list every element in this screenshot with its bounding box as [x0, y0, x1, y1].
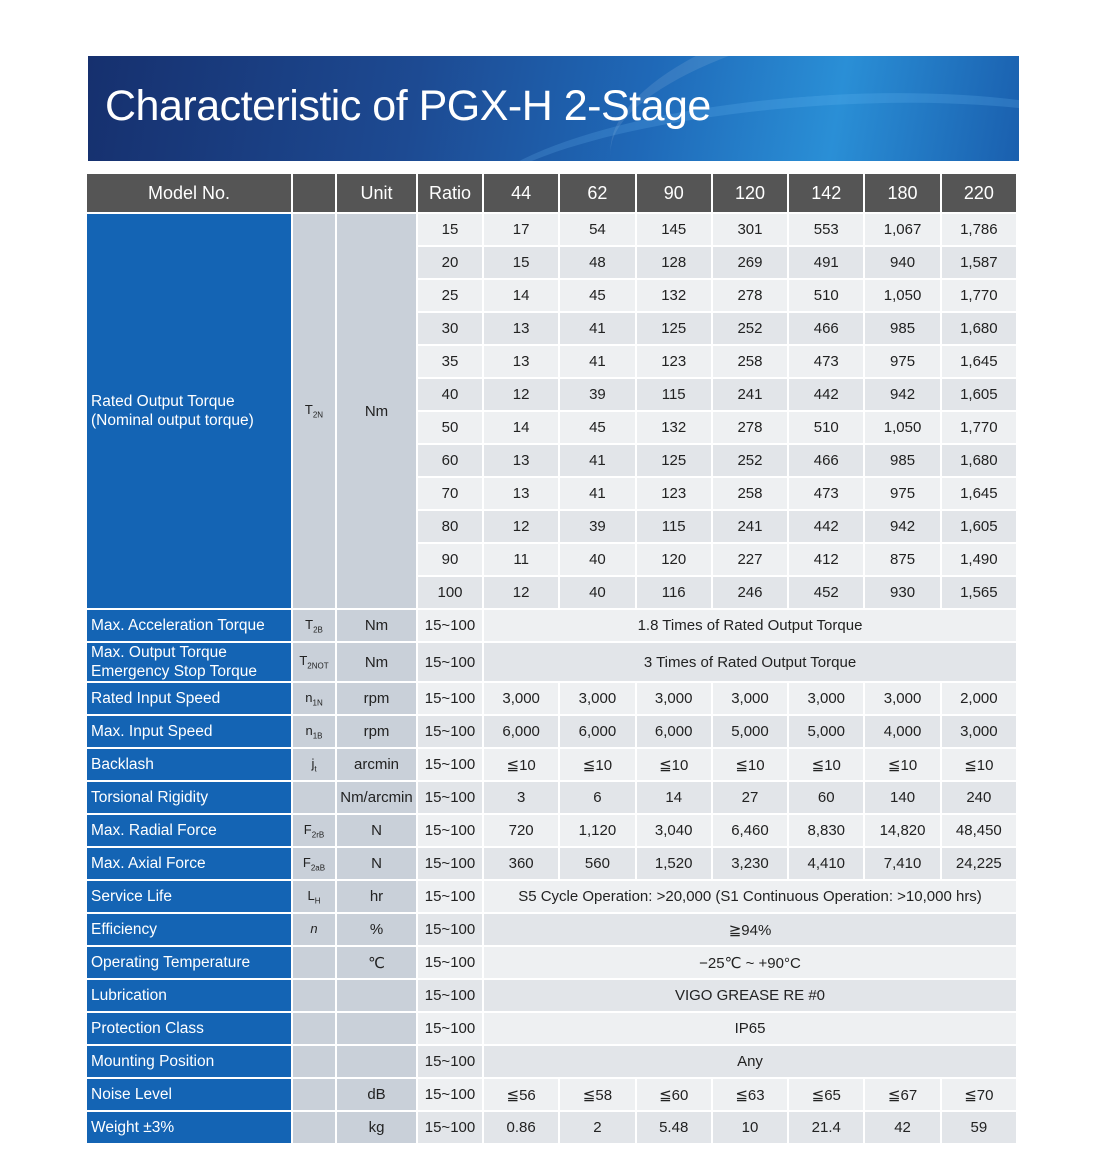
value-cell: 241 — [713, 379, 787, 410]
value-cell: 1,490 — [942, 544, 1016, 575]
span-value-cell: 3 Times of Rated Output Torque — [484, 643, 1016, 681]
value-cell: 985 — [865, 445, 939, 476]
value-cell: 510 — [789, 280, 863, 311]
value-cell: 875 — [865, 544, 939, 575]
value-cell: ≦70 — [942, 1079, 1016, 1110]
header-model-no: Model No. — [87, 174, 291, 212]
value-cell: 3 — [484, 782, 558, 813]
row-symbol — [293, 1079, 335, 1110]
value-cell: 132 — [637, 412, 711, 443]
value-cell: 13 — [484, 445, 558, 476]
span-value-cell: VIGO GREASE RE #0 — [484, 980, 1016, 1011]
value-cell: 132 — [637, 280, 711, 311]
value-cell: 258 — [713, 346, 787, 377]
table-row — [87, 782, 1016, 813]
value-cell: 1,565 — [942, 577, 1016, 608]
value-cell: 412 — [789, 544, 863, 575]
value-cell: 140 — [865, 782, 939, 813]
header-unit: Unit — [337, 174, 416, 212]
value-cell: 442 — [789, 511, 863, 542]
value-cell: 40 — [560, 577, 634, 608]
value-cell: 7,410 — [865, 848, 939, 879]
row-label: Backlash — [87, 749, 291, 780]
ratio-cell: 15~100 — [418, 683, 482, 714]
table-row — [87, 848, 1016, 879]
value-cell: 4,000 — [865, 716, 939, 747]
row-unit: Nm/arcmin — [337, 782, 416, 813]
row-label: Noise Level — [87, 1079, 291, 1110]
value-cell: 3,000 — [865, 683, 939, 714]
table-row — [87, 683, 1016, 714]
value-cell: 42 — [865, 1112, 939, 1143]
value-cell: 4,410 — [789, 848, 863, 879]
row-unit: Nm — [337, 643, 416, 681]
value-cell: 3,000 — [713, 683, 787, 714]
row-label: Max. Input Speed — [87, 716, 291, 747]
value-cell: 1,587 — [942, 247, 1016, 278]
value-cell: 442 — [789, 379, 863, 410]
value-cell: 473 — [789, 346, 863, 377]
row-unit: rpm — [337, 683, 416, 714]
ratio-cell: 15~100 — [418, 914, 482, 945]
value-cell: 5,000 — [713, 716, 787, 747]
value-cell: 269 — [713, 247, 787, 278]
ratio-cell: 15~100 — [418, 610, 482, 641]
row-unit — [337, 980, 416, 1011]
value-cell: 54 — [560, 214, 634, 245]
ratio-cell: 15~100 — [418, 749, 482, 780]
table-row — [87, 1013, 1016, 1044]
span-value-cell: ≧94% — [484, 914, 1016, 945]
row-label-rated-output-torque — [87, 214, 291, 608]
value-cell: 491 — [789, 247, 863, 278]
value-cell: 13 — [484, 478, 558, 509]
row-unit: kg — [337, 1112, 416, 1143]
value-cell: 125 — [637, 313, 711, 344]
row-label: Max. Acceleration Torque — [87, 610, 291, 641]
value-cell: 6 — [560, 782, 634, 813]
spec-table — [85, 172, 1018, 1145]
span-value-cell: S5 Cycle Operation: >20,000 (S1 Continuous Operation: >10,000 hrs) — [484, 881, 1016, 912]
value-cell: 145 — [637, 214, 711, 245]
value-cell: 466 — [789, 313, 863, 344]
value-cell: 3,000 — [637, 683, 711, 714]
value-cell: ≦58 — [560, 1079, 634, 1110]
value-cell: 252 — [713, 313, 787, 344]
table-row — [87, 214, 1016, 245]
value-cell: ≦10 — [713, 749, 787, 780]
row-label: Lubrication — [87, 980, 291, 1011]
table-row — [87, 1079, 1016, 1110]
row-label: Weight ±3% — [87, 1112, 291, 1143]
table-row — [87, 643, 1016, 681]
value-cell: 3,000 — [942, 716, 1016, 747]
ratio-cell: 15~100 — [418, 643, 482, 681]
value-cell: 930 — [865, 577, 939, 608]
row-unit — [337, 1046, 416, 1077]
row-unit: N — [337, 848, 416, 879]
value-cell: 6,000 — [484, 716, 558, 747]
value-cell: 975 — [865, 346, 939, 377]
value-cell: 14 — [637, 782, 711, 813]
value-cell: 1,645 — [942, 478, 1016, 509]
header-symbol — [293, 174, 335, 212]
ratio-cell: 40 — [418, 379, 482, 410]
value-cell: 115 — [637, 511, 711, 542]
value-cell: 3,000 — [484, 683, 558, 714]
value-cell: 0.86 — [484, 1112, 558, 1143]
ratio-cell: 15~100 — [418, 1046, 482, 1077]
ratio-cell: 60 — [418, 445, 482, 476]
value-cell: ≦67 — [865, 1079, 939, 1110]
value-cell: 123 — [637, 478, 711, 509]
row-symbol — [293, 980, 335, 1011]
value-cell: 12 — [484, 379, 558, 410]
span-value-cell: 1.8 Times of Rated Output Torque — [484, 610, 1016, 641]
ratio-cell: 100 — [418, 577, 482, 608]
table-row — [87, 749, 1016, 780]
value-cell: 41 — [560, 478, 634, 509]
value-cell: 5,000 — [789, 716, 863, 747]
ratio-cell: 15~100 — [418, 881, 482, 912]
value-cell: 1,770 — [942, 412, 1016, 443]
value-cell: 6,460 — [713, 815, 787, 846]
table-row — [87, 914, 1016, 945]
row-label: Protection Class — [87, 1013, 291, 1044]
value-cell: 6,000 — [637, 716, 711, 747]
value-cell: 120 — [637, 544, 711, 575]
row-symbol — [293, 947, 335, 978]
ratio-cell: 25 — [418, 280, 482, 311]
value-cell: 241 — [713, 511, 787, 542]
ratio-cell: 15 — [418, 214, 482, 245]
row-unit — [337, 1013, 416, 1044]
value-cell: 24,225 — [942, 848, 1016, 879]
value-cell: 1,605 — [942, 379, 1016, 410]
value-cell: 10 — [713, 1112, 787, 1143]
span-value-cell: Any — [484, 1046, 1016, 1077]
value-cell: 13 — [484, 313, 558, 344]
value-cell: 940 — [865, 247, 939, 278]
value-cell: 942 — [865, 379, 939, 410]
span-value-cell: IP65 — [484, 1013, 1016, 1044]
title-banner — [88, 56, 1019, 161]
ratio-cell: 15~100 — [418, 815, 482, 846]
table-row — [87, 980, 1016, 1011]
value-cell: 240 — [942, 782, 1016, 813]
value-cell: 27 — [713, 782, 787, 813]
value-cell: ≦10 — [942, 749, 1016, 780]
ratio-cell: 35 — [418, 346, 482, 377]
value-cell: 1,520 — [637, 848, 711, 879]
header-model: 90 — [637, 174, 711, 212]
value-cell: 301 — [713, 214, 787, 245]
value-cell: 17 — [484, 214, 558, 245]
value-cell: 123 — [637, 346, 711, 377]
row-symbol: $F_{2rB}$ — [293, 815, 335, 846]
value-cell: 14,820 — [865, 815, 939, 846]
value-cell: 21.4 — [789, 1112, 863, 1143]
value-cell: 45 — [560, 280, 634, 311]
row-symbol — [293, 1112, 335, 1143]
value-cell: ≦10 — [560, 749, 634, 780]
value-cell: 975 — [865, 478, 939, 509]
ratio-cell: 15~100 — [418, 1013, 482, 1044]
value-cell: 14 — [484, 280, 558, 311]
row-label: Torsional Rigidity — [87, 782, 291, 813]
row-symbol: $j_t$ — [293, 749, 335, 780]
value-cell: 1,680 — [942, 313, 1016, 344]
value-cell: 48 — [560, 247, 634, 278]
value-cell: 258 — [713, 478, 787, 509]
row-unit: arcmin — [337, 749, 416, 780]
row-unit: ℃ — [337, 947, 416, 978]
value-cell: 48,450 — [942, 815, 1016, 846]
value-cell: 720 — [484, 815, 558, 846]
header-model: 120 — [713, 174, 787, 212]
row-label-sub: (Nominal output torque) — [91, 412, 254, 429]
row-symbol: $F_{2aB}$ — [293, 848, 335, 879]
row-label: Rated Input Speed — [87, 683, 291, 714]
row-label: Operating Temperature — [87, 947, 291, 978]
value-cell: 510 — [789, 412, 863, 443]
ratio-cell: 30 — [418, 313, 482, 344]
ratio-cell: 20 — [418, 247, 482, 278]
value-cell: 252 — [713, 445, 787, 476]
value-cell: 942 — [865, 511, 939, 542]
row-unit: % — [337, 914, 416, 945]
value-cell: 466 — [789, 445, 863, 476]
value-cell: 2 — [560, 1112, 634, 1143]
table-row — [87, 947, 1016, 978]
value-cell: 1,645 — [942, 346, 1016, 377]
value-cell: ≦10 — [789, 749, 863, 780]
value-cell: 1,067 — [865, 214, 939, 245]
value-cell: 6,000 — [560, 716, 634, 747]
value-cell: 39 — [560, 511, 634, 542]
ratio-cell: 15~100 — [418, 716, 482, 747]
ratio-cell: 15~100 — [418, 947, 482, 978]
value-cell: 360 — [484, 848, 558, 879]
value-cell: ≦60 — [637, 1079, 711, 1110]
value-cell: 985 — [865, 313, 939, 344]
ratio-cell: 90 — [418, 544, 482, 575]
ratio-cell: 15~100 — [418, 980, 482, 1011]
value-cell: ≦10 — [484, 749, 558, 780]
row-symbol: $n_{1B}$ — [293, 716, 335, 747]
value-cell: 3,040 — [637, 815, 711, 846]
value-cell: 115 — [637, 379, 711, 410]
row-label: Rated Output Torque — [91, 393, 235, 410]
value-cell: 1,120 — [560, 815, 634, 846]
value-cell: 1,770 — [942, 280, 1016, 311]
value-cell: 227 — [713, 544, 787, 575]
row-label: Service Life — [87, 881, 291, 912]
value-cell: 39 — [560, 379, 634, 410]
ratio-cell: 50 — [418, 412, 482, 443]
value-cell: 1,050 — [865, 280, 939, 311]
header-ratio: Ratio — [418, 174, 482, 212]
ratio-cell: 80 — [418, 511, 482, 542]
row-symbol: n — [293, 914, 335, 945]
value-cell: 60 — [789, 782, 863, 813]
value-cell: 553 — [789, 214, 863, 245]
span-value-cell: −25℃ ~ +90°C — [484, 947, 1016, 978]
row-label: Max. Radial Force — [87, 815, 291, 846]
table-row — [87, 716, 1016, 747]
ratio-cell: 70 — [418, 478, 482, 509]
value-cell: 12 — [484, 577, 558, 608]
value-cell: 278 — [713, 280, 787, 311]
row-symbol — [293, 1013, 335, 1044]
value-cell: 15 — [484, 247, 558, 278]
table-row — [87, 1112, 1016, 1143]
row-symbol: $T_{2N}$ — [293, 214, 335, 608]
header-model: 44 — [484, 174, 558, 212]
page-title: Characteristic of PGX-H 2-Stage — [105, 82, 711, 130]
value-cell: 14 — [484, 412, 558, 443]
table-row — [87, 1046, 1016, 1077]
ratio-cell: 15~100 — [418, 848, 482, 879]
value-cell: 8,830 — [789, 815, 863, 846]
value-cell: ≦10 — [865, 749, 939, 780]
row-unit: Nm — [337, 214, 416, 608]
value-cell: ≦56 — [484, 1079, 558, 1110]
row-label: Mounting Position — [87, 1046, 291, 1077]
value-cell: 2,000 — [942, 683, 1016, 714]
value-cell: ≦63 — [713, 1079, 787, 1110]
value-cell: 3,000 — [560, 683, 634, 714]
value-cell: 13 — [484, 346, 558, 377]
value-cell: 3,230 — [713, 848, 787, 879]
value-cell: 40 — [560, 544, 634, 575]
value-cell: ≦65 — [789, 1079, 863, 1110]
value-cell: 452 — [789, 577, 863, 608]
value-cell: 59 — [942, 1112, 1016, 1143]
value-cell: 1,605 — [942, 511, 1016, 542]
value-cell: 116 — [637, 577, 711, 608]
row-symbol — [293, 782, 335, 813]
value-cell: 1,050 — [865, 412, 939, 443]
value-cell: 12 — [484, 511, 558, 542]
ratio-cell: 15~100 — [418, 1079, 482, 1110]
value-cell: 41 — [560, 445, 634, 476]
row-label: Efficiency — [87, 914, 291, 945]
row-unit: rpm — [337, 716, 416, 747]
value-cell: 128 — [637, 247, 711, 278]
header-model: 142 — [789, 174, 863, 212]
table-row — [87, 881, 1016, 912]
value-cell: 5.48 — [637, 1112, 711, 1143]
value-cell: 3,000 — [789, 683, 863, 714]
row-symbol — [293, 1046, 335, 1077]
header-model: 180 — [865, 174, 939, 212]
row-symbol: $n_{1N}$ — [293, 683, 335, 714]
value-cell: 278 — [713, 412, 787, 443]
table-row — [87, 815, 1016, 846]
value-cell: 1,786 — [942, 214, 1016, 245]
header-model: 220 — [942, 174, 1016, 212]
header-row — [87, 174, 1016, 212]
row-label: Max. Output Torque Emergency Stop Torque — [87, 643, 291, 681]
value-cell: 11 — [484, 544, 558, 575]
value-cell: 473 — [789, 478, 863, 509]
row-label: Max. Axial Force — [87, 848, 291, 879]
header-model: 62 — [560, 174, 634, 212]
row-unit: N — [337, 815, 416, 846]
value-cell: 125 — [637, 445, 711, 476]
table-row — [87, 610, 1016, 641]
value-cell: 45 — [560, 412, 634, 443]
value-cell: ≦10 — [637, 749, 711, 780]
row-unit: dB — [337, 1079, 416, 1110]
value-cell: 41 — [560, 313, 634, 344]
row-symbol: $T_{2B}$ — [293, 610, 335, 641]
value-cell: 41 — [560, 346, 634, 377]
value-cell: 560 — [560, 848, 634, 879]
row-symbol: $L_H$ — [293, 881, 335, 912]
row-unit: hr — [337, 881, 416, 912]
row-unit: Nm — [337, 610, 416, 641]
value-cell: 246 — [713, 577, 787, 608]
ratio-cell: 15~100 — [418, 1112, 482, 1143]
row-symbol: $T_{2NOT}$ — [293, 643, 335, 681]
ratio-cell: 15~100 — [418, 782, 482, 813]
value-cell: 1,680 — [942, 445, 1016, 476]
